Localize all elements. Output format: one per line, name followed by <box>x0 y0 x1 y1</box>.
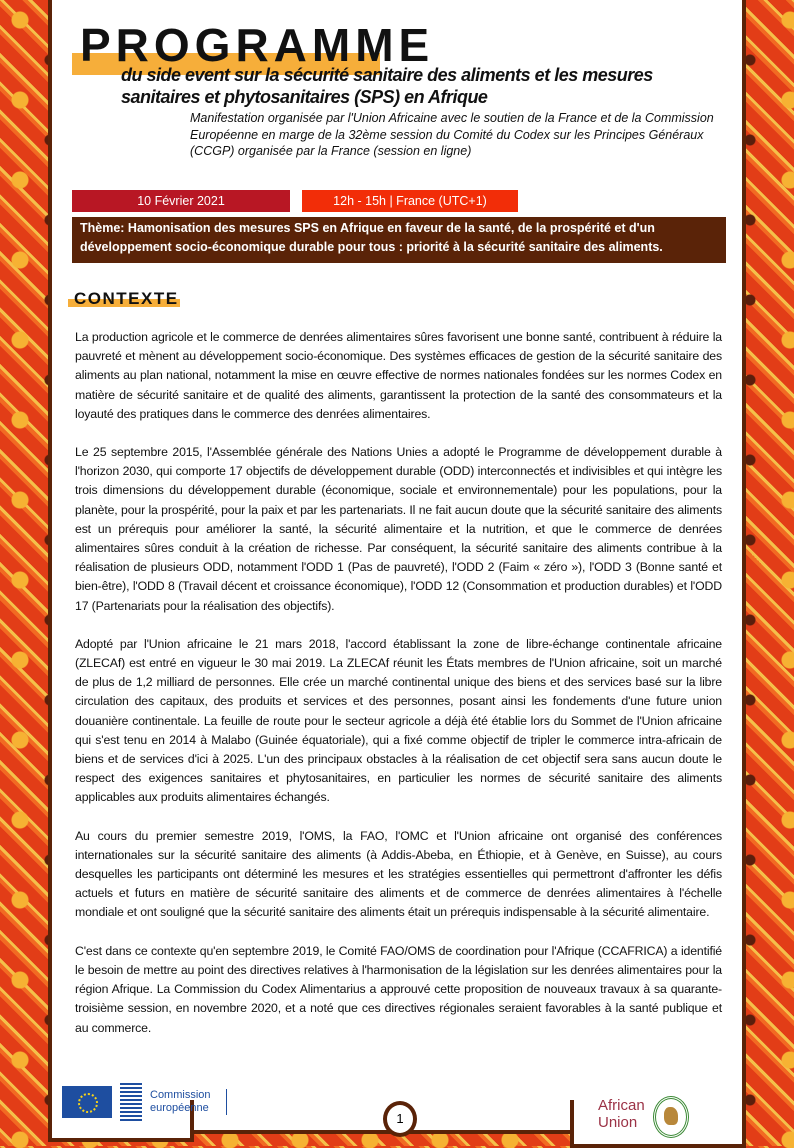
time-badge: 12h - 15h | France (UTC+1) <box>302 190 518 212</box>
subtitle: du side event sur la sécurité sanitaire des aliments et les mesures sanitaires et phytosanitaires (SPS) en Afrique <box>121 65 653 107</box>
african-union-logo-text: African Union <box>598 1097 645 1131</box>
body-text <box>75 328 722 1057</box>
paragraph: Le 25 septembre 2015, l'Assemblée générale des Nations Unies a adopté le Programme de développement durable à l'horizon 2030, qui comporte 17 objectifs de développement durable (ODD) interconnectés et indivisibles et qui intègre les trois dimensions du développement durable (économique, sociale et environnementale) pour les populations, pour la planète, pour la prospérité, pour la paix et par les partenariats. Il ne fait aucun doute que la sécurité sanitaire des aliments est un prérequis pour améliorer la santé, la sécurité alimentaire et la nutrition, et que le commerce de denrées alimentaires sûres conduit à la création de richesse. Par conséquent, la sécurité sanitaire des aliments contribue à la réalisation de plusieurs ODD, notamment l'ODD 1 (Pas de pauvreté), l'ODD 2 (Faim « zéro »), l'ODD 3 (Bonne santé et bien-être), l'ODD 8 (Travail décent et croissance économique), l'ODD 12 (Consommation et production durables) et l'ODD 17 (Partenariats pour la réalisation des objectifs). <box>75 445 722 613</box>
paragraph: Adopté par l'Union africaine le 21 mars 2018, l'accord établissant la zone de libre-échange continentale africaine (ZLECAf) est entré en vigueur le 30 mai 2019. La ZLECAf réunit les États membres de l'Union africaine, soit un marché de plus de 1,2 milliard de personnes. Elle crée un marché continental unique des biens et des services basé sur la libre circulation des capitaux, des produits et services et des personnes, posant ainsi les fondements d'une future union douanière continentale. La feuille de route pour le secteur agricole a déjà été établie lors du Sommet de l'Union africaine qui s'est tenu en 2014 à Malabo (Guinée équatoriale), qui a fixé comme objectif de tripler le commerce intra-africain de biens et de services d'ici à 2025. L'un des principaux obstacles à la réalisation de cet objectif sera sans aucun doute le respect des exigences sanitaires et phytosanitaires, en particulier les normes de sécurité sanitaire des aliments applicables aux produits alimentaires échangés. <box>75 636 722 805</box>
page-number: 1 <box>383 1101 417 1137</box>
page-title: PROGRAMME <box>80 19 435 71</box>
european-commission-logo <box>62 1083 227 1121</box>
building-icon <box>120 1083 142 1121</box>
section-heading: CONTEXTE <box>74 289 179 308</box>
african-union-emblem-icon <box>653 1096 689 1138</box>
ec-logo-text: Commission européenne <box>150 1089 227 1115</box>
paragraph: La production agricole et le commerce de denrées alimentaires sûres favorisent une bonne santé, contribuent à réduire la pauvreté et mènent au développement socio-économique. Des systèmes efficaces de gestion de la sécurité sanitaire des aliments au plan national, notamment la mise en œuvre effective de normes nationales fondées sur les normes Codex en matière de sécurité sanitaire et de qualité des aliments, garantissent la protection de la santé des consommateurs et la loyauté des pratiques dans le commerce des denrées alimentaires. <box>75 330 722 421</box>
date-badge: 10 Février 2021 <box>72 190 290 212</box>
eu-flag-icon <box>62 1086 112 1118</box>
theme-banner: Thème: Hamonisation des mesures SPS en Afrique en faveur de la santé, de la prospérité et d'un développement socio-économique durable pour tous : priorité à la sécurité sanitaire des aliments. <box>72 217 726 263</box>
organisers-note: Manifestation organisée par l'Union Africaine avec le soutien de la France et de la Commission Européenne en marge de la 32ème session du Comité du Codex sur les Principes Généraux (CCGP) organisée par la France (session en ligne) <box>190 111 714 158</box>
paragraph: Au cours du premier semestre 2019, l'OMS, la FAO, l'OMC et l'Union africaine ont organisé des conférences internationales sur la sécurité sanitaire des aliments (à Addis-Abeba, en Éthiopie, et à Genève, en Suisse), au cours desquelles les participants ont déterminé les mesures et les stratégies essentielles qui permettront d'affronter les défis actuels et futurs en matière de sécurité sanitaire des aliments et de commerce de denrées alimentaires à l'échelle mondiale et ont souligné que la sécurité sanitaire des aliments était un prérequis indispensable à la sécurité alimentaire. <box>75 828 722 920</box>
paragraph: C'est dans ce contexte qu'en septembre 2019, le Comité FAO/OMS de coordination pour l'Afrique (CCAFRICA) a identifié le besoin de mettre au point des directives relatives à l'harmonisation de la législation sur les denrées alimentaires pour la région Afrique. La Commission du Codex Alimentarius a approuvé cette proposition de nouveaux travaux à sa quarante-troisième session, en novembre 2020, et a noté que ces directives régionales seraient favorables à la santé publique et au commerce. <box>75 943 722 1035</box>
